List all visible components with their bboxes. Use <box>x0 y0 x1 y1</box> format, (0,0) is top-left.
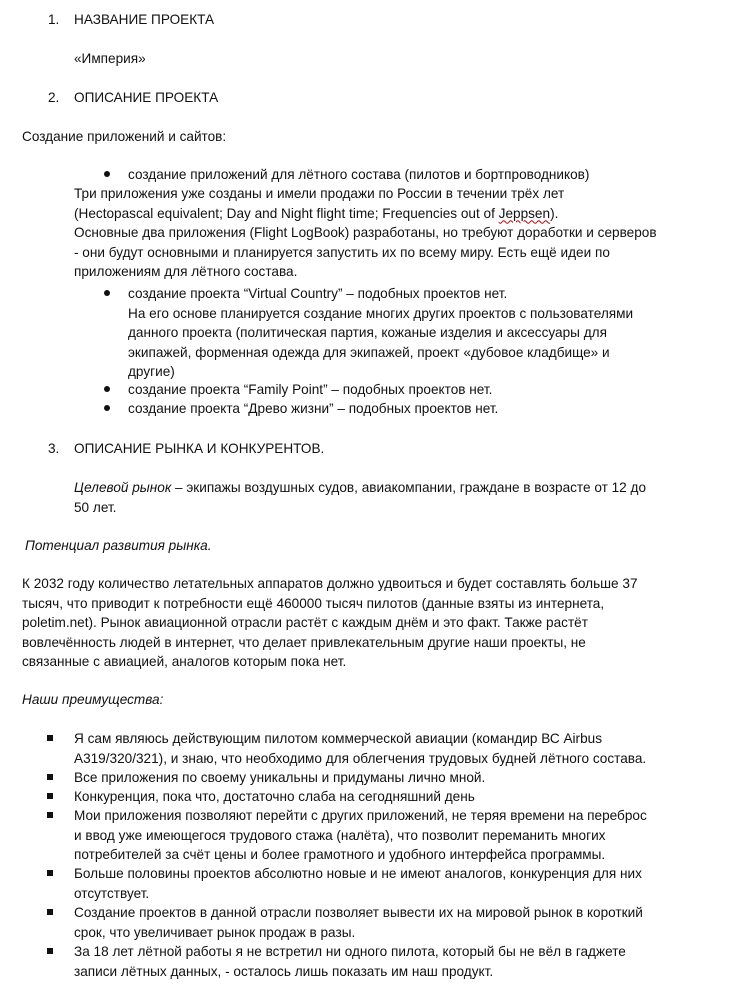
bullet-apps-for-crew: создание приложений для лётного состава (пилотов и бортпроводников) <box>128 167 590 182</box>
bullet-dot-icon <box>104 386 110 392</box>
bullet-square-icon <box>47 812 53 818</box>
bullet-dot-icon <box>104 171 110 177</box>
bullet-square-icon <box>47 774 53 780</box>
target-market-label: Целевой рынок <box>74 480 172 495</box>
bullet-dot-icon <box>104 405 110 411</box>
bullet-virtual-country: создание проекта “Virtual Country” – подобных проектов нет. На его основе планируется создание многих других проектов с пользователями данного проекта (политическая партия, кожаные изделия и аксессуары для экипажей, форменная одежда для экипажей, проект «дубовое кладбище» и другие) <box>128 286 634 379</box>
section-2-number: 2. <box>48 90 60 105</box>
target-market-paragraph <box>74 478 734 517</box>
section-1-number: 1. <box>48 12 60 27</box>
jeppsen-word: Jeppsen <box>498 205 551 221</box>
target-market-text: – экипажы воздушных судов, авиакомпании, граждане в возрасте от 12 до 50 лет. <box>74 480 646 515</box>
advantage-item: Мои приложения позволяют перейти с других приложений, не теряя времени на переброс и ввод уже имеющегося трудового стажа (налёта), что позволит переманить многих потребителей за счёт цены и более грамотного и удобного интерфейса программы. <box>74 808 647 862</box>
advantage-item: Больше половины проектов абсолютно новые и не имеют аналогов, конкуренция для них отсутствует. <box>74 866 642 901</box>
section-2-title: ОПИСАНИЕ ПРОЕКТА <box>74 90 219 105</box>
section-1-title: НАЗВАНИЕ ПРОЕКТА <box>74 12 215 27</box>
market-potential-text: К 2032 году количество летательных аппаратов должно удвоиться и будет составлять больше 37 тысяч, что приводит к потребности ещё 460000 тысяч пилотов (данные взяты из интернета, poletim.net). Рынок авиационной отрасли растёт с каждым днём и это факт. Также растёт вовлечённость людей в интернет, что делает привлекательным другие наши проекты, не связанные с авиацией, аналогов которым пока нет. <box>22 576 638 669</box>
section-3-title: ОПИСАНИЕ РЫНКА И КОНКУРЕНТОВ. <box>74 441 325 456</box>
bullet-square-icon <box>47 909 53 915</box>
advantage-item: Я сам являюсь действующим пилотом коммерческой авиации (командир ВС Airbus A319/320/321), и знаю, что необходимо для облегчения трудовых будней лётного состава. <box>74 731 647 766</box>
flight-logbook-paragraph: Основные два приложения (Flight LogBook) разработаны, но требуют доработки и серверов - они будут основными и планируется запустить их по всему миру. Есть ещё идеи по приложениям для лётного состава. <box>74 225 657 279</box>
bullet-square-icon <box>47 948 53 954</box>
apps-created-text: Три приложения уже созданы и имели продажи по России в течении трёх лет (Hectopascal equivalent; Day and Night flight time; Frequencies out of <box>74 186 565 221</box>
bullet-square-icon <box>47 735 53 741</box>
section-2-intro: Создание приложений и сайтов: <box>22 129 227 144</box>
apps-created-paragraph <box>74 184 744 223</box>
advantages-heading: Наши преимущества: <box>22 692 164 707</box>
advantage-item: Все приложения по своему уникальны и придуманы лично мной. <box>74 770 486 785</box>
bullet-tree-of-life: создание проекта “Древо жизни” – подобных проектов нет. <box>128 401 499 416</box>
bullet-square-icon <box>47 793 53 799</box>
advantage-item: Конкуренция, пока что, достаточно слаба на сегодняшний день <box>74 789 475 804</box>
project-name: «Империя» <box>74 51 146 66</box>
advantage-item: Создание проектов в данной отрасли позволяет вывести их на мировой рынок в короткий срок, что увеличивает рынок продаж в разы. <box>74 905 643 940</box>
bullet-family-point: создание проекта “Family Point” – подобных проектов нет. <box>128 382 493 397</box>
bullet-square-icon <box>47 870 53 876</box>
section-3-number: 3. <box>48 441 60 456</box>
apps-created-end: ). <box>550 205 559 221</box>
advantage-item: За 18 лет лётной работы я не встретил ни одного пилота, который бы не вёл в гаджете записи лётных данных, - осталось лишь показать им наш продукт. <box>74 944 626 979</box>
bullet-dot-icon <box>104 290 110 296</box>
market-potential-heading: Потенциал развития рынка. <box>25 538 212 553</box>
